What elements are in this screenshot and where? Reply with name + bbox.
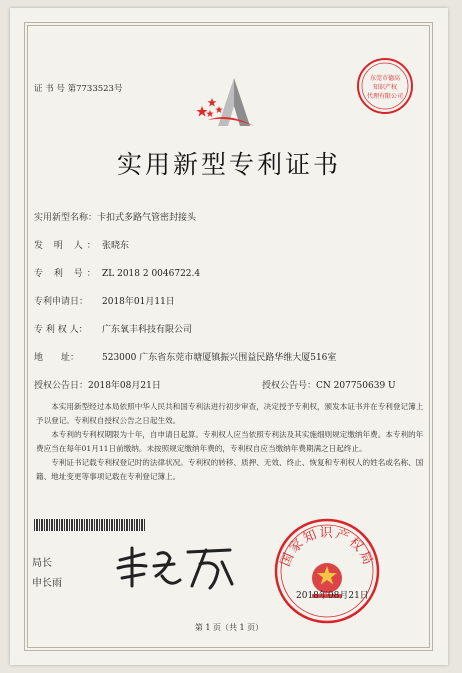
svg-text:国家知识产权局: 国家知识产权局 <box>278 526 376 569</box>
field-grant-number <box>262 381 396 392</box>
barcode <box>34 519 146 531</box>
certificate-number: 证 书 号 第7733523号 <box>34 84 123 94</box>
signature-title: 局长 <box>32 558 52 569</box>
grant-date-value: 2018年08月21日 <box>88 381 161 391</box>
grant-number-value: CN 207750639 U <box>316 381 396 391</box>
grant-date-label: 授权公告日： <box>34 381 89 391</box>
agency-seal-stamp <box>355 56 415 116</box>
patentee-label: 专 利 权 人： <box>34 325 88 335</box>
field-name <box>34 213 196 224</box>
body-paragraph-3: 专利证书记载专利权登记时的法律状况。专利权的转移、质押、无效、终止、恢复和专利权人的姓名或名称、国籍、地址变更等事项记载在专利登记簿上。 <box>36 458 424 481</box>
name-value: 卡扣式多路气管密封接头 <box>97 213 197 223</box>
patent-number-label: 专 利 号： <box>34 269 100 279</box>
body-paragraph-1: 本实用新型经过本局依照中华人民共和国专利法进行初步审查，决定授予专利权，颁发本证书并在专利登记簿上予以登记。专利权自授权公告之日起生效。 <box>36 402 424 425</box>
svg-text:知识产权: 知识产权 <box>372 84 398 91</box>
field-patent-number <box>34 269 200 280</box>
page-footer: 第 1 页（共 1 页） <box>194 623 264 632</box>
field-patentee <box>34 325 192 336</box>
seal-date: 2018年08月21日 <box>296 591 369 601</box>
svg-text:东莞市德高: 东莞市德高 <box>369 75 401 82</box>
address-value: 523000 广东省东莞市塘厦镇振兴围益民路华维大厦516室 <box>102 353 337 363</box>
grant-number-label: 授权公告号： <box>262 381 317 391</box>
certificate-title: 实用新型专利证书 <box>116 150 341 179</box>
inventor-label: 发 明 人： <box>34 241 100 251</box>
svg-text:代理有限公司: 代理有限公司 <box>366 93 404 100</box>
field-filing-date <box>34 297 175 308</box>
certificate-body <box>36 400 426 484</box>
field-grant-date <box>34 381 161 392</box>
body-paragraph-2: 本专利的专利权期限为十年，自申请日起算。专利权人应当依照专利法及其实施细则规定缴纳年费。本专利的年费应当在每年01月11日前缴纳。未按照规定缴纳年费的，专利权自应当缴纳年费期满之日起终止。 <box>36 430 424 453</box>
patent-office-emblem <box>194 76 266 132</box>
certificate-sheet <box>10 8 448 665</box>
inventor-value: 张晓东 <box>102 241 130 251</box>
signature-name: 申长雨 <box>32 578 62 589</box>
handwritten-signature <box>110 540 240 596</box>
filing-date-label: 专利申请日： <box>34 297 89 307</box>
field-inventor <box>34 241 129 252</box>
patentee-value: 广东氧丰科技有限公司 <box>102 325 193 335</box>
address-label: 地 址： <box>34 353 80 363</box>
filing-date-value: 2018年01月11日 <box>102 297 175 307</box>
field-address <box>34 353 336 364</box>
patent-number-value: ZL 2018 2 0046722.4 <box>102 269 201 279</box>
name-label: 实用新型名称： <box>34 213 98 223</box>
official-seal-stamp <box>272 516 382 626</box>
